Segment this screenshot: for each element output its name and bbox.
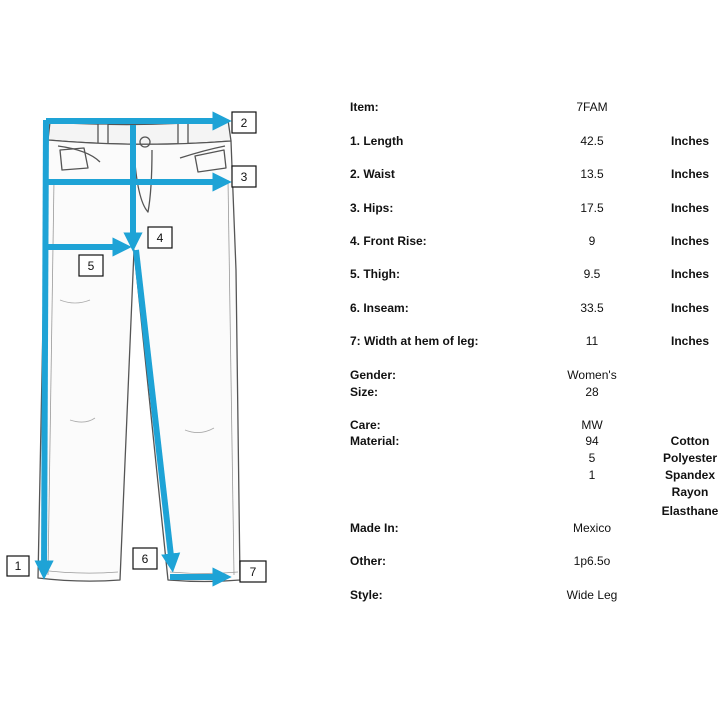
spec-label: Gender: [350, 368, 397, 382]
spec-row-length [0, 133, 720, 149]
spec-row-other [0, 553, 720, 569]
spec-label: 3. Hips: [350, 201, 394, 215]
spec-row-hips [0, 200, 720, 216]
spec-value: 11 [585, 334, 599, 348]
spec-row-material [0, 450, 720, 466]
spec-label: Care: [350, 418, 381, 432]
spec-value: 13.5 [580, 167, 604, 181]
spec-value: 17.5 [580, 201, 604, 215]
material-fiber: Cotton [670, 434, 710, 448]
spec-row-material [0, 503, 720, 519]
spec-label: 5. Thigh: [350, 267, 400, 281]
spec-row-item [0, 99, 720, 115]
material-fiber: Spandex [664, 468, 715, 482]
spec-label: 1. Length [350, 134, 404, 148]
spec-unit: Inches [670, 301, 709, 315]
spec-value: 7FAM [576, 100, 608, 114]
spec-unit: Inches [670, 267, 709, 281]
spec-row-material [0, 484, 720, 500]
spec-value: Wide Leg [566, 588, 618, 602]
spec-value: MW [581, 418, 603, 432]
spec-row-care [0, 417, 720, 433]
spec-value: 42.5 [580, 134, 604, 148]
material-fiber: Elasthane [661, 504, 719, 518]
spec-label: 7: Width at hem of leg: [350, 334, 479, 348]
spec-row-inseam [0, 300, 720, 316]
spec-unit: Inches [670, 201, 709, 215]
spec-row-front-rise [0, 233, 720, 249]
spec-label: 2. Waist [350, 167, 395, 181]
spec-row-thigh [0, 266, 720, 282]
spec-value: 28 [585, 385, 599, 399]
spec-row-style [0, 587, 720, 603]
spec-label: Style: [350, 588, 383, 602]
spec-value: 33.5 [580, 301, 604, 315]
spec-unit: Inches [670, 134, 709, 148]
material-percent: 1 [588, 468, 596, 482]
spec-value: Mexico [572, 521, 611, 535]
spec-row-made-in [0, 520, 720, 536]
svg-text:1: 1 [14, 559, 22, 573]
svg-text:6: 6 [141, 552, 149, 566]
spec-row-material [0, 433, 720, 449]
material-fiber: Rayon [671, 485, 709, 499]
svg-text:4: 4 [156, 231, 164, 245]
spec-row-material [0, 467, 720, 483]
spec-label: Item: [350, 100, 379, 114]
material-percent: 94 [585, 434, 599, 448]
spec-unit: Inches [670, 234, 709, 248]
spec-row-gender [0, 367, 720, 383]
material-percent: 5 [588, 451, 596, 465]
spec-label: Made In: [350, 521, 399, 535]
spec-value: 9 [588, 234, 596, 248]
spec-label: 4. Front Rise: [350, 234, 427, 248]
svg-text:2: 2 [240, 116, 248, 130]
spec-label: 6. Inseam: [350, 301, 409, 315]
spec-row-size [0, 384, 720, 400]
spec-row-waist [0, 166, 720, 182]
spec-value: 1p6.5o [573, 554, 611, 568]
svg-text:7: 7 [249, 565, 257, 579]
spec-value: Women's [567, 368, 617, 382]
spec-label: Other: [350, 554, 386, 568]
spec-unit: Inches [670, 167, 709, 181]
spec-value: 9.5 [583, 267, 601, 281]
spec-unit: Inches [670, 334, 709, 348]
spec-label: Material: [350, 434, 400, 448]
spec-label: Size: [350, 385, 379, 399]
spec-row-hem-width [0, 333, 720, 349]
svg-text:3: 3 [240, 170, 248, 184]
svg-text:5: 5 [87, 259, 95, 273]
material-fiber: Polyester [662, 451, 718, 465]
